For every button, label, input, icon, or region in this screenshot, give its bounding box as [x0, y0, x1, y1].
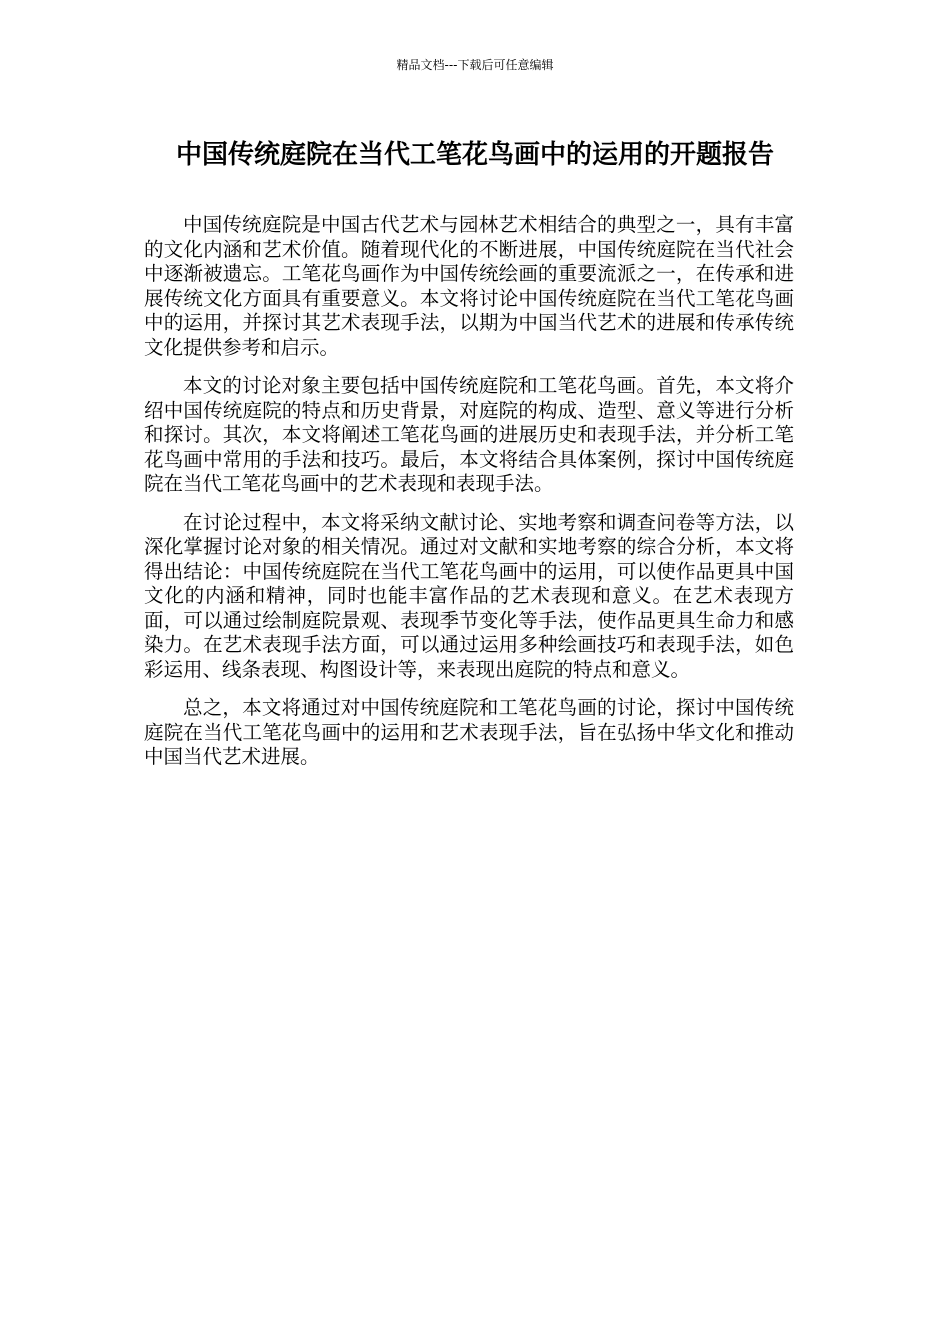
paragraph-1: 中国传统庭院是中国古代艺术与园林艺术相结合的典型之一，具有丰富的文化内涵和艺术价值。随着现代化的不断进展，中国传统庭院在当代社会中逐渐被遗忘。工笔花鸟画作为中国传统绘画的重要流派之一，在传承和进展传统文化方面具有重要意义。本文将讨论中国传统庭院在当代工笔花鸟画中的运用，并探讨其艺术表现手法，以期为中国当代艺术的进展和传承传统文化提供参考和启示。	[144, 213, 794, 359]
paragraph-3: 在讨论过程中，本文将采纳文献讨论、实地考察和调查问卷等方法，以深化掌握讨论对象的相关情况。通过对文献和实地考察的综合分析，本文将得出结论：中国传统庭院在当代工笔花鸟画中的运用，可以使作品更具中国文化的内涵和精神，同时也能丰富作品的艺术表现和意义。在艺术表现方面，可以通过绘制庭院景观、表现季节变化等手法，使作品更具生命力和感染力。在艺术表现手法方面，可以通过运用多种绘画技巧和表现手法，如色彩运用、线条表现、构图设计等，来表现出庭院的特点和意义。	[144, 510, 794, 681]
document-title: 中国传统庭院在当代工笔花鸟画中的运用的开题报告	[175, 140, 774, 170]
paragraph-2: 本文的讨论对象主要包括中国传统庭院和工笔花鸟画。首先，本文将介绍中国传统庭院的特点和历史背景，对庭院的构成、造型、意义等进行分析和探讨。其次，本文将阐述工笔花鸟画的进展历史和表现手法，并分析工笔花鸟画中常用的手法和技巧。最后，本文将结合具体案例，探讨中国传统庭院在当代工笔花鸟画中的艺术表现和表现手法。	[144, 374, 794, 495]
page-header: 精品文档---下载后可任意编辑	[396, 58, 554, 72]
document-body	[144, 213, 794, 784]
paragraph-4: 总之，本文将通过对中国传统庭院和工笔花鸟画的讨论，探讨中国传统庭院在当代工笔花鸟画中的运用和艺术表现手法，旨在弘扬中华文化和推动中国当代艺术进展。	[144, 696, 794, 768]
